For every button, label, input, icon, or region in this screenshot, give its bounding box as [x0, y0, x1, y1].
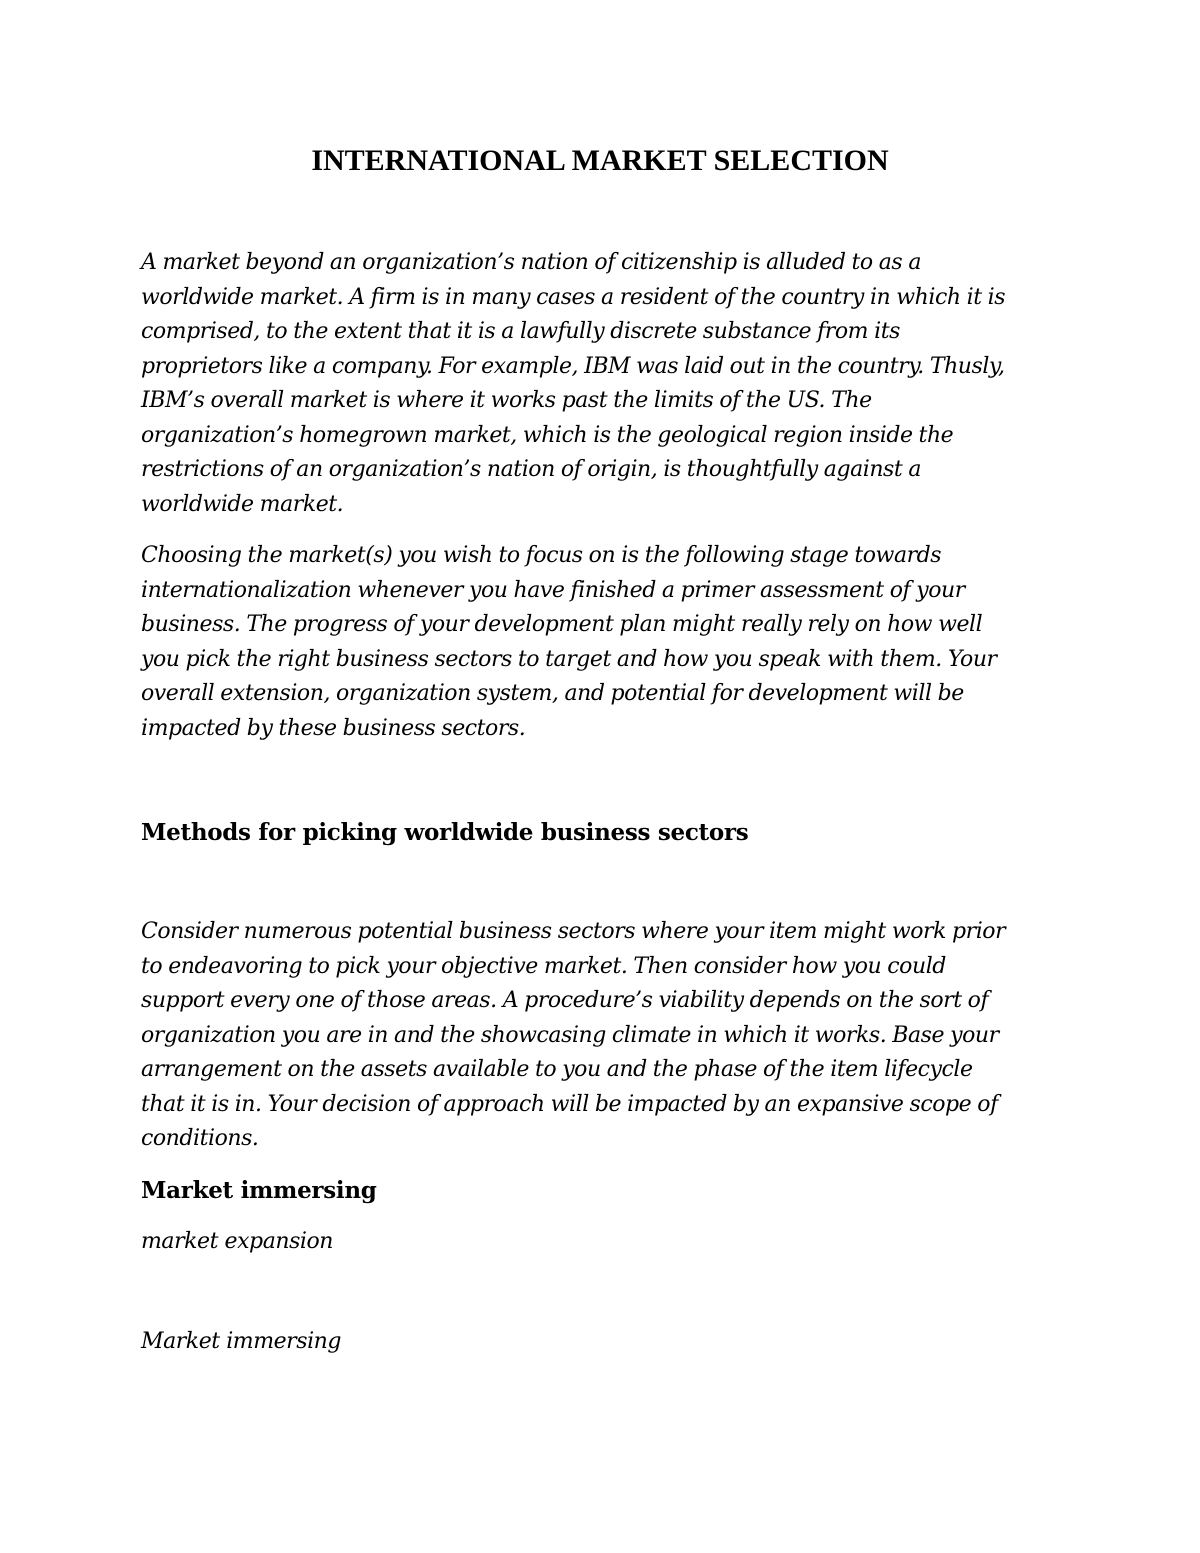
- paragraph-line: worldwide market. A firm is in many cases a resident of the country in which it is: [141, 284, 1006, 310]
- paragraph-line: internationalization whenever you have finished a primer assessment of your: [141, 577, 965, 603]
- paragraph-line: comprised, to the extent that it is a lawfully discrete substance from its: [141, 319, 900, 344]
- document-title: INTERNATIONAL MARKET SELECTION: [311, 144, 889, 177]
- section-heading-market-immersing: Market immersing: [141, 1177, 377, 1204]
- paragraph-line: arrangement on the assets available to you and the phase of the item lifecycle: [141, 1057, 973, 1082]
- paragraph-line: Consider numerous potential business sectors where your item might work prior: [141, 919, 1006, 944]
- paragraph-choosing-markets: [141, 539, 1066, 746]
- paragraph-line: organization you are in and the showcasing climate in which it works. Base your: [141, 1022, 999, 1048]
- paragraph-line: impacted by these business sectors.: [141, 715, 526, 741]
- paragraph-line: Choosing the market(s) you wish to focus on is the following stage towards: [141, 543, 942, 568]
- section-heading-methods: Methods for picking worldwide business sectors: [141, 819, 749, 846]
- paragraph-line: restrictions of an organization’s nation of origin, is thoughtfully against a: [141, 457, 921, 482]
- paragraph-line: organization’s homegrown market, which is the geological region inside the: [141, 422, 954, 448]
- paragraph-intro: [141, 246, 1066, 522]
- paragraph-line: conditions.: [141, 1126, 259, 1151]
- paragraph-line: that it is in. Your decision of approach will be impacted by an expansive scope of: [141, 1091, 998, 1117]
- paragraph-line: business. The progress of your development plan might really rely on how well: [141, 612, 983, 637]
- paragraph-line: overall extension, organization system, and potential for development will be: [141, 681, 964, 706]
- paragraph-line: proprietors like a company. For example, IBM was laid out in the country. Thusly,: [141, 353, 1005, 379]
- paragraph-line: worldwide market.: [141, 491, 344, 517]
- text-market-expansion: market expansion: [141, 1229, 334, 1254]
- text-market-immersing: Market immersing: [141, 1329, 342, 1354]
- paragraph-line: A market beyond an organization’s nation of citizenship is alluded to as a: [141, 250, 921, 275]
- paragraph-line: IBM’s overall market is where it works past the limits of the US. The: [141, 388, 872, 413]
- paragraph-line: to endeavoring to pick your objective market. Then consider how you could: [141, 953, 946, 979]
- paragraph-line: you pick the right business sectors to target and how you speak with them. Your: [141, 646, 997, 672]
- paragraph-methods: [141, 915, 1066, 1157]
- paragraph-line: support every one of those areas. A procedure’s viability depends on the sort of: [141, 988, 989, 1013]
